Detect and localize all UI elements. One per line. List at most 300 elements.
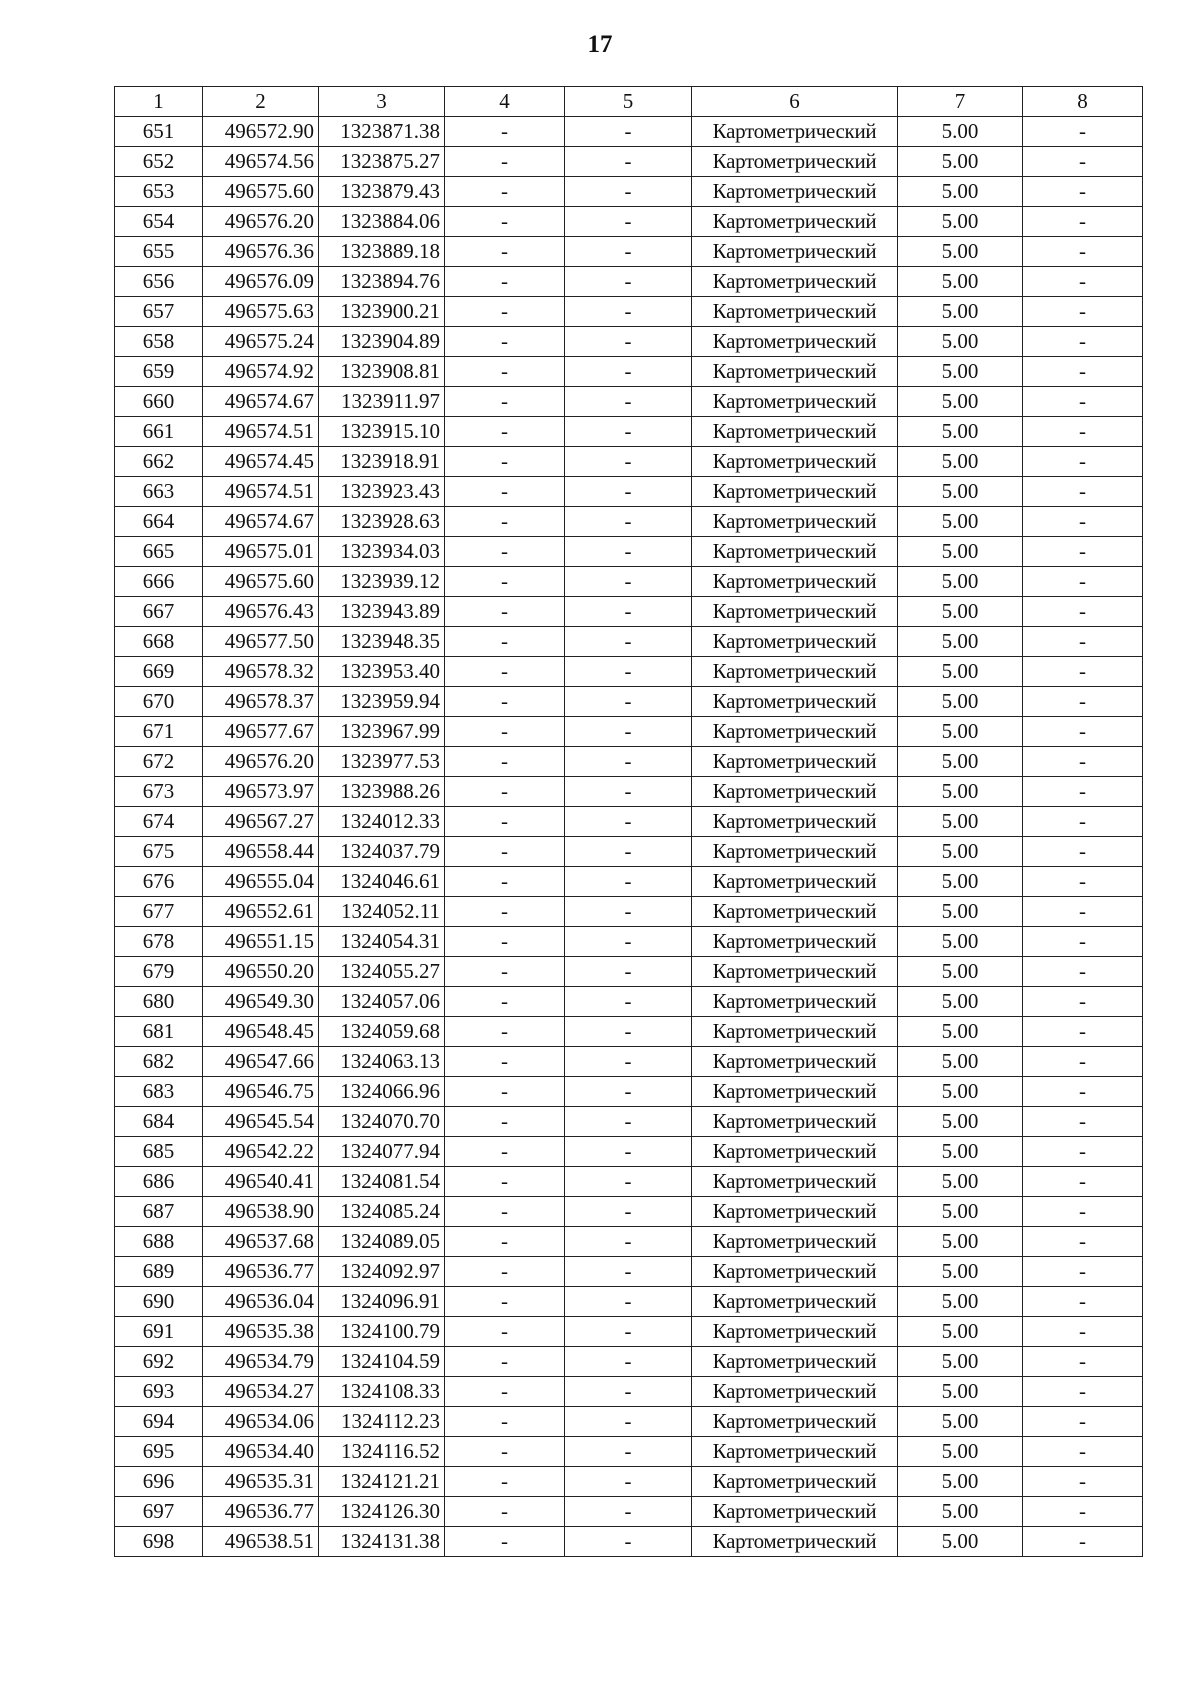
table-row bbox=[115, 177, 1143, 207]
cell-col-4: - bbox=[445, 177, 565, 207]
cell-point-number: 670 bbox=[115, 687, 203, 717]
cell-col-4: - bbox=[445, 1437, 565, 1467]
cell-col-8: - bbox=[1023, 1347, 1143, 1377]
cell-point-number: 653 bbox=[115, 177, 203, 207]
cell-col-8: - bbox=[1023, 1527, 1143, 1557]
cell-point-number: 683 bbox=[115, 1077, 203, 1107]
cell-point-number: 687 bbox=[115, 1197, 203, 1227]
cell-y-coordinate: 1324081.54 bbox=[319, 1167, 445, 1197]
cell-col-4: - bbox=[445, 567, 565, 597]
cell-x-coordinate: 496551.15 bbox=[203, 927, 319, 957]
cell-col-5: - bbox=[565, 207, 692, 237]
cell-col-8: - bbox=[1023, 1017, 1143, 1047]
cell-x-coordinate: 496550.20 bbox=[203, 957, 319, 987]
cell-x-coordinate: 496576.20 bbox=[203, 747, 319, 777]
cell-method: Картометрический bbox=[692, 1467, 898, 1497]
cell-col-8: - bbox=[1023, 597, 1143, 627]
cell-method: Картометрический bbox=[692, 1257, 898, 1287]
table-row bbox=[115, 567, 1143, 597]
table-row bbox=[115, 927, 1143, 957]
table-row bbox=[115, 357, 1143, 387]
cell-col-4: - bbox=[445, 867, 565, 897]
cell-col-8: - bbox=[1023, 117, 1143, 147]
cell-point-number: 665 bbox=[115, 537, 203, 567]
cell-accuracy: 5.00 bbox=[898, 897, 1023, 927]
cell-accuracy: 5.00 bbox=[898, 1197, 1023, 1227]
table-row bbox=[115, 807, 1143, 837]
cell-accuracy: 5.00 bbox=[898, 1047, 1023, 1077]
table-row bbox=[115, 1197, 1143, 1227]
table-header bbox=[115, 87, 1143, 117]
cell-x-coordinate: 496574.51 bbox=[203, 477, 319, 507]
cell-x-coordinate: 496572.90 bbox=[203, 117, 319, 147]
cell-col-8: - bbox=[1023, 447, 1143, 477]
cell-col-4: - bbox=[445, 1257, 565, 1287]
cell-col-5: - bbox=[565, 717, 692, 747]
cell-col-5: - bbox=[565, 1197, 692, 1227]
cell-col-8: - bbox=[1023, 177, 1143, 207]
cell-col-5: - bbox=[565, 417, 692, 447]
cell-col-4: - bbox=[445, 1287, 565, 1317]
cell-col-8: - bbox=[1023, 1377, 1143, 1407]
table-row bbox=[115, 477, 1143, 507]
cell-col-8: - bbox=[1023, 687, 1143, 717]
cell-method: Картометрический bbox=[692, 1437, 898, 1467]
cell-accuracy: 5.00 bbox=[898, 807, 1023, 837]
cell-col-4: - bbox=[445, 1167, 565, 1197]
table-row bbox=[115, 1527, 1143, 1557]
cell-point-number: 682 bbox=[115, 1047, 203, 1077]
table-row bbox=[115, 327, 1143, 357]
cell-col-4: - bbox=[445, 297, 565, 327]
cell-x-coordinate: 496555.04 bbox=[203, 867, 319, 897]
cell-accuracy: 5.00 bbox=[898, 447, 1023, 477]
cell-col-4: - bbox=[445, 1497, 565, 1527]
cell-y-coordinate: 1323923.43 bbox=[319, 477, 445, 507]
cell-col-5: - bbox=[565, 957, 692, 987]
column-header-8: 8 bbox=[1023, 87, 1143, 117]
cell-x-coordinate: 496576.43 bbox=[203, 597, 319, 627]
column-header-4: 4 bbox=[445, 87, 565, 117]
cell-y-coordinate: 1323959.94 bbox=[319, 687, 445, 717]
cell-x-coordinate: 496574.45 bbox=[203, 447, 319, 477]
cell-method: Картометрический bbox=[692, 417, 898, 447]
cell-method: Картометрический bbox=[692, 1137, 898, 1167]
cell-col-4: - bbox=[445, 267, 565, 297]
table-row bbox=[115, 447, 1143, 477]
cell-col-8: - bbox=[1023, 327, 1143, 357]
cell-accuracy: 5.00 bbox=[898, 1257, 1023, 1287]
cell-x-coordinate: 496547.66 bbox=[203, 1047, 319, 1077]
cell-x-coordinate: 496545.54 bbox=[203, 1107, 319, 1137]
cell-accuracy: 5.00 bbox=[898, 1227, 1023, 1257]
cell-col-5: - bbox=[565, 477, 692, 507]
cell-col-4: - bbox=[445, 117, 565, 147]
table-row bbox=[115, 1317, 1143, 1347]
table-row bbox=[115, 117, 1143, 147]
cell-y-coordinate: 1323871.38 bbox=[319, 117, 445, 147]
cell-col-5: - bbox=[565, 567, 692, 597]
cell-x-coordinate: 496576.36 bbox=[203, 237, 319, 267]
cell-y-coordinate: 1324089.05 bbox=[319, 1227, 445, 1257]
coordinates-table bbox=[114, 86, 1143, 1557]
cell-col-4: - bbox=[445, 1197, 565, 1227]
table-row bbox=[115, 1137, 1143, 1167]
cell-y-coordinate: 1324104.59 bbox=[319, 1347, 445, 1377]
cell-accuracy: 5.00 bbox=[898, 327, 1023, 357]
cell-point-number: 662 bbox=[115, 447, 203, 477]
cell-method: Картометрический bbox=[692, 657, 898, 687]
cell-col-8: - bbox=[1023, 387, 1143, 417]
cell-y-coordinate: 1324037.79 bbox=[319, 837, 445, 867]
cell-x-coordinate: 496578.37 bbox=[203, 687, 319, 717]
cell-col-5: - bbox=[565, 1077, 692, 1107]
cell-y-coordinate: 1323884.06 bbox=[319, 207, 445, 237]
cell-col-4: - bbox=[445, 207, 565, 237]
cell-point-number: 659 bbox=[115, 357, 203, 387]
cell-accuracy: 5.00 bbox=[898, 1497, 1023, 1527]
cell-col-4: - bbox=[445, 387, 565, 417]
cell-x-coordinate: 496574.67 bbox=[203, 387, 319, 417]
cell-col-8: - bbox=[1023, 897, 1143, 927]
cell-col-5: - bbox=[565, 537, 692, 567]
cell-col-8: - bbox=[1023, 627, 1143, 657]
cell-col-4: - bbox=[445, 987, 565, 1017]
cell-col-5: - bbox=[565, 597, 692, 627]
cell-y-coordinate: 1324063.13 bbox=[319, 1047, 445, 1077]
table-row bbox=[115, 1497, 1143, 1527]
cell-y-coordinate: 1323928.63 bbox=[319, 507, 445, 537]
cell-accuracy: 5.00 bbox=[898, 867, 1023, 897]
cell-x-coordinate: 496534.40 bbox=[203, 1437, 319, 1467]
cell-col-4: - bbox=[445, 777, 565, 807]
cell-method: Картометрический bbox=[692, 747, 898, 777]
cell-x-coordinate: 496574.56 bbox=[203, 147, 319, 177]
cell-x-coordinate: 496575.60 bbox=[203, 177, 319, 207]
cell-method: Картометрический bbox=[692, 1287, 898, 1317]
table-row bbox=[115, 417, 1143, 447]
cell-col-8: - bbox=[1023, 1437, 1143, 1467]
cell-col-5: - bbox=[565, 1167, 692, 1197]
cell-y-coordinate: 1324112.23 bbox=[319, 1407, 445, 1437]
cell-x-coordinate: 496577.50 bbox=[203, 627, 319, 657]
cell-x-coordinate: 496536.77 bbox=[203, 1497, 319, 1527]
cell-y-coordinate: 1324055.27 bbox=[319, 957, 445, 987]
cell-col-5: - bbox=[565, 987, 692, 1017]
cell-col-5: - bbox=[565, 147, 692, 177]
cell-col-5: - bbox=[565, 507, 692, 537]
cell-accuracy: 5.00 bbox=[898, 1407, 1023, 1437]
cell-accuracy: 5.00 bbox=[898, 1377, 1023, 1407]
table-row bbox=[115, 507, 1143, 537]
cell-col-5: - bbox=[565, 177, 692, 207]
cell-col-5: - bbox=[565, 387, 692, 417]
cell-accuracy: 5.00 bbox=[898, 537, 1023, 567]
cell-method: Картометрический bbox=[692, 777, 898, 807]
cell-x-coordinate: 496548.45 bbox=[203, 1017, 319, 1047]
cell-y-coordinate: 1323911.97 bbox=[319, 387, 445, 417]
cell-x-coordinate: 496537.68 bbox=[203, 1227, 319, 1257]
cell-col-8: - bbox=[1023, 417, 1143, 447]
cell-x-coordinate: 496552.61 bbox=[203, 897, 319, 927]
cell-col-4: - bbox=[445, 447, 565, 477]
cell-col-5: - bbox=[565, 687, 692, 717]
cell-point-number: 660 bbox=[115, 387, 203, 417]
cell-col-4: - bbox=[445, 1047, 565, 1077]
cell-col-8: - bbox=[1023, 957, 1143, 987]
cell-x-coordinate: 496575.63 bbox=[203, 297, 319, 327]
cell-point-number: 693 bbox=[115, 1377, 203, 1407]
cell-y-coordinate: 1324054.31 bbox=[319, 927, 445, 957]
cell-point-number: 694 bbox=[115, 1407, 203, 1437]
cell-col-8: - bbox=[1023, 237, 1143, 267]
cell-method: Картометрический bbox=[692, 237, 898, 267]
cell-col-5: - bbox=[565, 627, 692, 657]
cell-col-4: - bbox=[445, 597, 565, 627]
table-row bbox=[115, 537, 1143, 567]
cell-method: Картометрический bbox=[692, 567, 898, 597]
cell-col-8: - bbox=[1023, 1077, 1143, 1107]
column-header-7: 7 bbox=[898, 87, 1023, 117]
cell-col-5: - bbox=[565, 117, 692, 147]
cell-y-coordinate: 1324096.91 bbox=[319, 1287, 445, 1317]
cell-col-5: - bbox=[565, 657, 692, 687]
cell-y-coordinate: 1324052.11 bbox=[319, 897, 445, 927]
cell-method: Картометрический bbox=[692, 507, 898, 537]
cell-x-coordinate: 496558.44 bbox=[203, 837, 319, 867]
cell-col-5: - bbox=[565, 1437, 692, 1467]
cell-y-coordinate: 1323988.26 bbox=[319, 777, 445, 807]
cell-col-4: - bbox=[445, 147, 565, 177]
cell-y-coordinate: 1324092.97 bbox=[319, 1257, 445, 1287]
cell-point-number: 661 bbox=[115, 417, 203, 447]
cell-col-5: - bbox=[565, 927, 692, 957]
cell-col-8: - bbox=[1023, 807, 1143, 837]
cell-point-number: 658 bbox=[115, 327, 203, 357]
cell-y-coordinate: 1323939.12 bbox=[319, 567, 445, 597]
cell-accuracy: 5.00 bbox=[898, 1347, 1023, 1377]
cell-accuracy: 5.00 bbox=[898, 477, 1023, 507]
cell-method: Картометрический bbox=[692, 1227, 898, 1257]
table-row bbox=[115, 147, 1143, 177]
cell-point-number: 674 bbox=[115, 807, 203, 837]
cell-col-4: - bbox=[445, 1227, 565, 1257]
cell-y-coordinate: 1324100.79 bbox=[319, 1317, 445, 1347]
cell-col-8: - bbox=[1023, 537, 1143, 567]
cell-method: Картометрический bbox=[692, 477, 898, 507]
cell-col-5: - bbox=[565, 297, 692, 327]
cell-point-number: 656 bbox=[115, 267, 203, 297]
cell-point-number: 686 bbox=[115, 1167, 203, 1197]
cell-col-5: - bbox=[565, 1497, 692, 1527]
cell-y-coordinate: 1324077.94 bbox=[319, 1137, 445, 1167]
cell-point-number: 688 bbox=[115, 1227, 203, 1257]
cell-method: Картометрический bbox=[692, 837, 898, 867]
cell-method: Картометрический bbox=[692, 1107, 898, 1137]
cell-col-8: - bbox=[1023, 1287, 1143, 1317]
cell-x-coordinate: 496575.24 bbox=[203, 327, 319, 357]
cell-col-8: - bbox=[1023, 357, 1143, 387]
table-row bbox=[115, 687, 1143, 717]
cell-y-coordinate: 1323934.03 bbox=[319, 537, 445, 567]
cell-point-number: 668 bbox=[115, 627, 203, 657]
cell-point-number: 672 bbox=[115, 747, 203, 777]
cell-method: Картометрический bbox=[692, 1527, 898, 1557]
cell-y-coordinate: 1324057.06 bbox=[319, 987, 445, 1017]
table-row bbox=[115, 1017, 1143, 1047]
cell-point-number: 675 bbox=[115, 837, 203, 867]
cell-col-4: - bbox=[445, 537, 565, 567]
cell-accuracy: 5.00 bbox=[898, 177, 1023, 207]
cell-col-5: - bbox=[565, 1407, 692, 1437]
cell-accuracy: 5.00 bbox=[898, 417, 1023, 447]
cell-method: Картометрический bbox=[692, 327, 898, 357]
cell-x-coordinate: 496538.51 bbox=[203, 1527, 319, 1557]
cell-col-8: - bbox=[1023, 777, 1143, 807]
cell-col-4: - bbox=[445, 1317, 565, 1347]
cell-col-5: - bbox=[565, 1347, 692, 1377]
cell-method: Картометрический bbox=[692, 1497, 898, 1527]
cell-col-8: - bbox=[1023, 927, 1143, 957]
cell-accuracy: 5.00 bbox=[898, 147, 1023, 177]
cell-method: Картометрический bbox=[692, 687, 898, 717]
column-header-5: 5 bbox=[565, 87, 692, 117]
cell-x-coordinate: 496542.22 bbox=[203, 1137, 319, 1167]
table-row bbox=[115, 1407, 1143, 1437]
cell-accuracy: 5.00 bbox=[898, 747, 1023, 777]
cell-accuracy: 5.00 bbox=[898, 387, 1023, 417]
cell-col-4: - bbox=[445, 627, 565, 657]
cell-accuracy: 5.00 bbox=[898, 297, 1023, 327]
table-row bbox=[115, 1227, 1143, 1257]
cell-method: Картометрический bbox=[692, 297, 898, 327]
cell-y-coordinate: 1323948.35 bbox=[319, 627, 445, 657]
cell-col-5: - bbox=[565, 1227, 692, 1257]
cell-method: Картометрический bbox=[692, 1077, 898, 1107]
cell-x-coordinate: 496576.20 bbox=[203, 207, 319, 237]
table-row bbox=[115, 1257, 1143, 1287]
cell-accuracy: 5.00 bbox=[898, 657, 1023, 687]
cell-col-8: - bbox=[1023, 1047, 1143, 1077]
cell-accuracy: 5.00 bbox=[898, 1167, 1023, 1197]
cell-accuracy: 5.00 bbox=[898, 927, 1023, 957]
cell-col-4: - bbox=[445, 957, 565, 987]
table-row bbox=[115, 1107, 1143, 1137]
cell-col-8: - bbox=[1023, 207, 1143, 237]
cell-method: Картометрический bbox=[692, 1167, 898, 1197]
cell-point-number: 677 bbox=[115, 897, 203, 927]
cell-x-coordinate: 496574.92 bbox=[203, 357, 319, 387]
cell-col-4: - bbox=[445, 687, 565, 717]
cell-col-5: - bbox=[565, 747, 692, 777]
cell-col-4: - bbox=[445, 327, 565, 357]
cell-method: Картометрический bbox=[692, 537, 898, 567]
table-row bbox=[115, 597, 1143, 627]
cell-method: Картометрический bbox=[692, 1407, 898, 1437]
cell-method: Картометрический bbox=[692, 1197, 898, 1227]
cell-x-coordinate: 496549.30 bbox=[203, 987, 319, 1017]
cell-col-4: - bbox=[445, 1407, 565, 1437]
table-row bbox=[115, 1437, 1143, 1467]
cell-x-coordinate: 496575.60 bbox=[203, 567, 319, 597]
cell-point-number: 697 bbox=[115, 1497, 203, 1527]
cell-y-coordinate: 1324066.96 bbox=[319, 1077, 445, 1107]
cell-point-number: 691 bbox=[115, 1317, 203, 1347]
cell-method: Картометрический bbox=[692, 147, 898, 177]
cell-point-number: 671 bbox=[115, 717, 203, 747]
cell-y-coordinate: 1323943.89 bbox=[319, 597, 445, 627]
cell-col-8: - bbox=[1023, 507, 1143, 537]
cell-point-number: 680 bbox=[115, 987, 203, 1017]
cell-col-5: - bbox=[565, 1107, 692, 1137]
cell-y-coordinate: 1323904.89 bbox=[319, 327, 445, 357]
cell-method: Картометрический bbox=[692, 1347, 898, 1377]
cell-col-5: - bbox=[565, 867, 692, 897]
cell-y-coordinate: 1323900.21 bbox=[319, 297, 445, 327]
cell-method: Картометрический bbox=[692, 357, 898, 387]
cell-x-coordinate: 496567.27 bbox=[203, 807, 319, 837]
cell-col-4: - bbox=[445, 747, 565, 777]
table-row bbox=[115, 207, 1143, 237]
cell-x-coordinate: 496538.90 bbox=[203, 1197, 319, 1227]
cell-point-number: 681 bbox=[115, 1017, 203, 1047]
cell-y-coordinate: 1324059.68 bbox=[319, 1017, 445, 1047]
cell-y-coordinate: 1323889.18 bbox=[319, 237, 445, 267]
cell-point-number: 689 bbox=[115, 1257, 203, 1287]
cell-col-5: - bbox=[565, 897, 692, 927]
cell-x-coordinate: 496546.75 bbox=[203, 1077, 319, 1107]
cell-col-5: - bbox=[565, 1467, 692, 1497]
cell-accuracy: 5.00 bbox=[898, 837, 1023, 867]
cell-point-number: 685 bbox=[115, 1137, 203, 1167]
cell-point-number: 698 bbox=[115, 1527, 203, 1557]
cell-method: Картометрический bbox=[692, 1047, 898, 1077]
cell-method: Картометрический bbox=[692, 807, 898, 837]
cell-x-coordinate: 496574.51 bbox=[203, 417, 319, 447]
table-body bbox=[115, 117, 1143, 1557]
cell-col-8: - bbox=[1023, 1137, 1143, 1167]
cell-y-coordinate: 1324126.30 bbox=[319, 1497, 445, 1527]
cell-point-number: 690 bbox=[115, 1287, 203, 1317]
cell-x-coordinate: 496577.67 bbox=[203, 717, 319, 747]
cell-method: Картометрический bbox=[692, 207, 898, 237]
cell-accuracy: 5.00 bbox=[898, 357, 1023, 387]
cell-method: Картометрический bbox=[692, 987, 898, 1017]
cell-point-number: 667 bbox=[115, 597, 203, 627]
cell-method: Картометрический bbox=[692, 867, 898, 897]
cell-point-number: 651 bbox=[115, 117, 203, 147]
cell-point-number: 692 bbox=[115, 1347, 203, 1377]
cell-point-number: 663 bbox=[115, 477, 203, 507]
cell-col-5: - bbox=[565, 1527, 692, 1557]
header-row bbox=[115, 87, 1143, 117]
cell-accuracy: 5.00 bbox=[898, 597, 1023, 627]
cell-col-5: - bbox=[565, 1047, 692, 1077]
cell-col-5: - bbox=[565, 1257, 692, 1287]
table-row bbox=[115, 267, 1143, 297]
cell-accuracy: 5.00 bbox=[898, 207, 1023, 237]
cell-col-8: - bbox=[1023, 1257, 1143, 1287]
cell-col-4: - bbox=[445, 837, 565, 867]
cell-accuracy: 5.00 bbox=[898, 1137, 1023, 1167]
table-row bbox=[115, 627, 1143, 657]
cell-col-5: - bbox=[565, 837, 692, 867]
table-row bbox=[115, 777, 1143, 807]
table-row bbox=[115, 1167, 1143, 1197]
cell-col-8: - bbox=[1023, 1467, 1143, 1497]
cell-accuracy: 5.00 bbox=[898, 567, 1023, 597]
cell-col-5: - bbox=[565, 1377, 692, 1407]
